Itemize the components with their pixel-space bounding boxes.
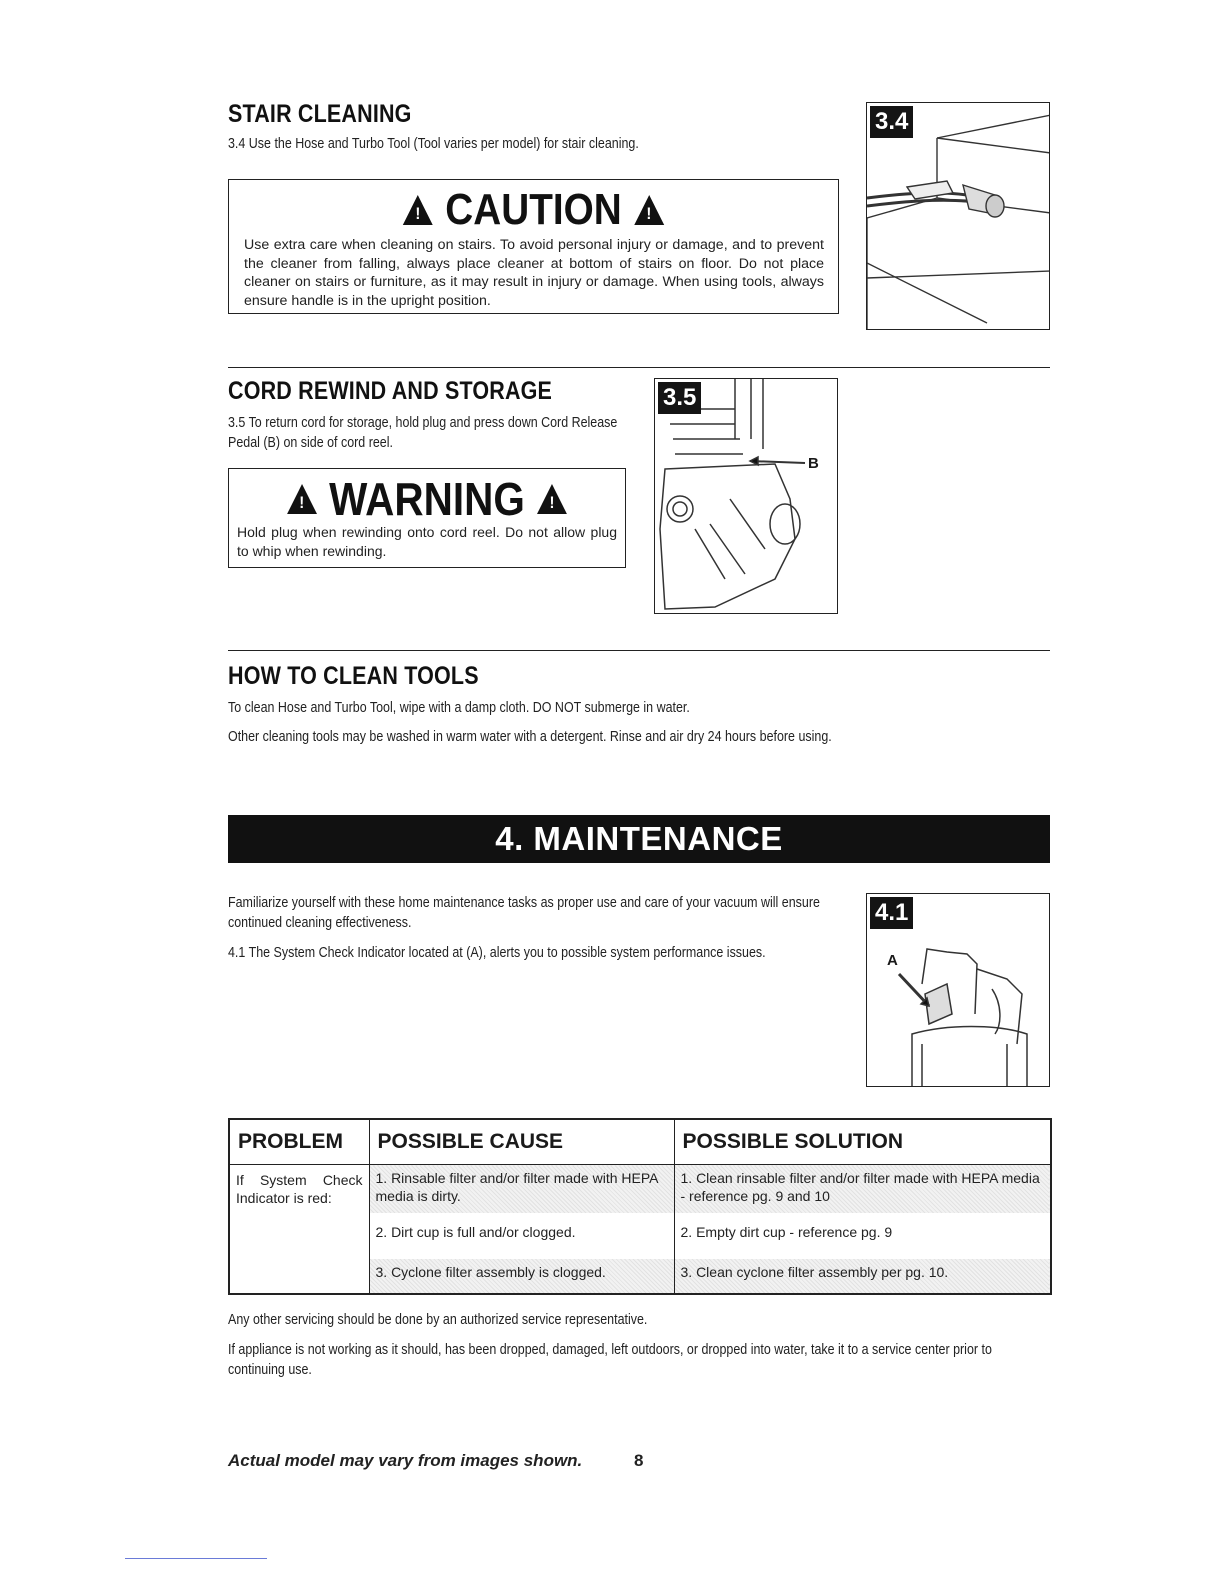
cause-cell: 2. Dirt cup is full and/or clogged. <box>369 1213 674 1259</box>
clean-tools-line-2: Other cleaning tools may be washed in warm water with a detergent. Rinse and air dry 24 hours before using. <box>228 729 832 745</box>
figure-3-5-badge: 3.5 <box>658 382 701 414</box>
solution-cell: 2. Empty dirt cup - reference pg. 9 <box>674 1213 1051 1259</box>
warning-box <box>228 468 626 568</box>
warning-triangle-icon: ! <box>287 484 317 514</box>
cord-rewind-heading: CORD REWIND AND STORAGE <box>228 377 553 405</box>
callout-a: A <box>887 952 898 969</box>
model-disclaimer: Actual model may vary from images shown. <box>228 1451 583 1470</box>
figure-3-5-cord-reel <box>654 378 838 614</box>
bottom-edge-line <box>125 1558 267 1559</box>
problem-cell: If System Check Indicator is red: <box>229 1165 369 1295</box>
section-divider <box>228 650 1050 651</box>
caution-text: Use extra care when cleaning on stairs. To avoid personal injury or damage, and to prevent the cleaner from falling, always place cleaner at bottom of stairs on floor. Do not place cleaner on stairs or furniture, as it may result in injury or damage. When using tools, always ensure handle is in the upright position. <box>244 237 824 309</box>
figure-3-4-stair-tool <box>866 102 1050 330</box>
warning-title: WARNING <box>329 473 525 525</box>
page-number: 8 <box>634 1451 644 1470</box>
cause-cell: 3. Cyclone filter assembly is clogged. <box>369 1259 674 1294</box>
clean-tools-line-1: To clean Hose and Turbo Tool, wipe with a damp cloth. DO NOT submerge in water. <box>228 700 690 716</box>
warning-header <box>253 473 601 525</box>
cord-step-3-5: 3.5 To return cord for storage, hold plug and press down Cord Release Pedal (B) on side of cord reel. <box>228 415 618 451</box>
header-possible-solution: POSSIBLE SOLUTION <box>674 1119 1051 1165</box>
solution-cell: 3. Clean cyclone filter assembly per pg. 10. <box>674 1259 1051 1294</box>
section-divider <box>228 367 1050 368</box>
maintenance-intro: Familiarize yourself with these home maintenance tasks as proper use and care of your vacuum will ensure continued cleaning effectiveness. <box>228 895 820 931</box>
cord-reel-illustration <box>655 379 838 614</box>
stair-step-3-4: 3.4 Use the Hose and Turbo Tool (Tool varies per model) for stair cleaning. <box>228 136 639 152</box>
figure-4-1-badge: 4.1 <box>870 897 913 929</box>
warning-text: Hold plug when rewinding onto cord reel. Do not allow plug to whip when rewinding. <box>237 524 617 559</box>
header-possible-cause: POSSIBLE CAUSE <box>369 1119 674 1165</box>
figure-4-1-system-check <box>866 893 1050 1087</box>
troubleshooting-table <box>228 1118 1052 1295</box>
caution-header <box>266 185 802 234</box>
figure-3-4-badge: 3.4 <box>870 106 913 138</box>
header-problem: PROBLEM <box>229 1119 369 1165</box>
servicing-note: Any other servicing should be done by an authorized service representative. <box>228 1312 648 1328</box>
service-center-note: If appliance is not working as it should, has been dropped, damaged, left outdoors, or dropped into water, take it to a service center prior to continuing use. <box>228 1342 992 1378</box>
table-header-row <box>229 1119 1051 1165</box>
clean-tools-heading: HOW TO CLEAN TOOLS <box>228 662 479 690</box>
maintenance-banner: 4. MAINTENANCE <box>228 815 1050 863</box>
stair-cleaning-heading: STAIR CLEANING <box>228 100 412 128</box>
maintenance-step-4-1: 4.1 The System Check Indicator located at (A), alerts you to possible system performance issues. <box>228 945 766 961</box>
warning-triangle-icon: ! <box>403 195 433 225</box>
cause-cell: 1. Rinsable filter and/or filter made with HEPA media is dirty. <box>369 1165 674 1214</box>
table-row <box>229 1165 1051 1214</box>
solution-cell: 1. Clean rinsable filter and/or filter made with HEPA media - reference pg. 9 and 10 <box>674 1165 1051 1214</box>
caution-title: CAUTION <box>445 185 622 234</box>
callout-b: B <box>808 455 819 472</box>
caution-box <box>228 179 839 314</box>
warning-triangle-icon: ! <box>537 484 567 514</box>
warning-triangle-icon: ! <box>634 195 664 225</box>
